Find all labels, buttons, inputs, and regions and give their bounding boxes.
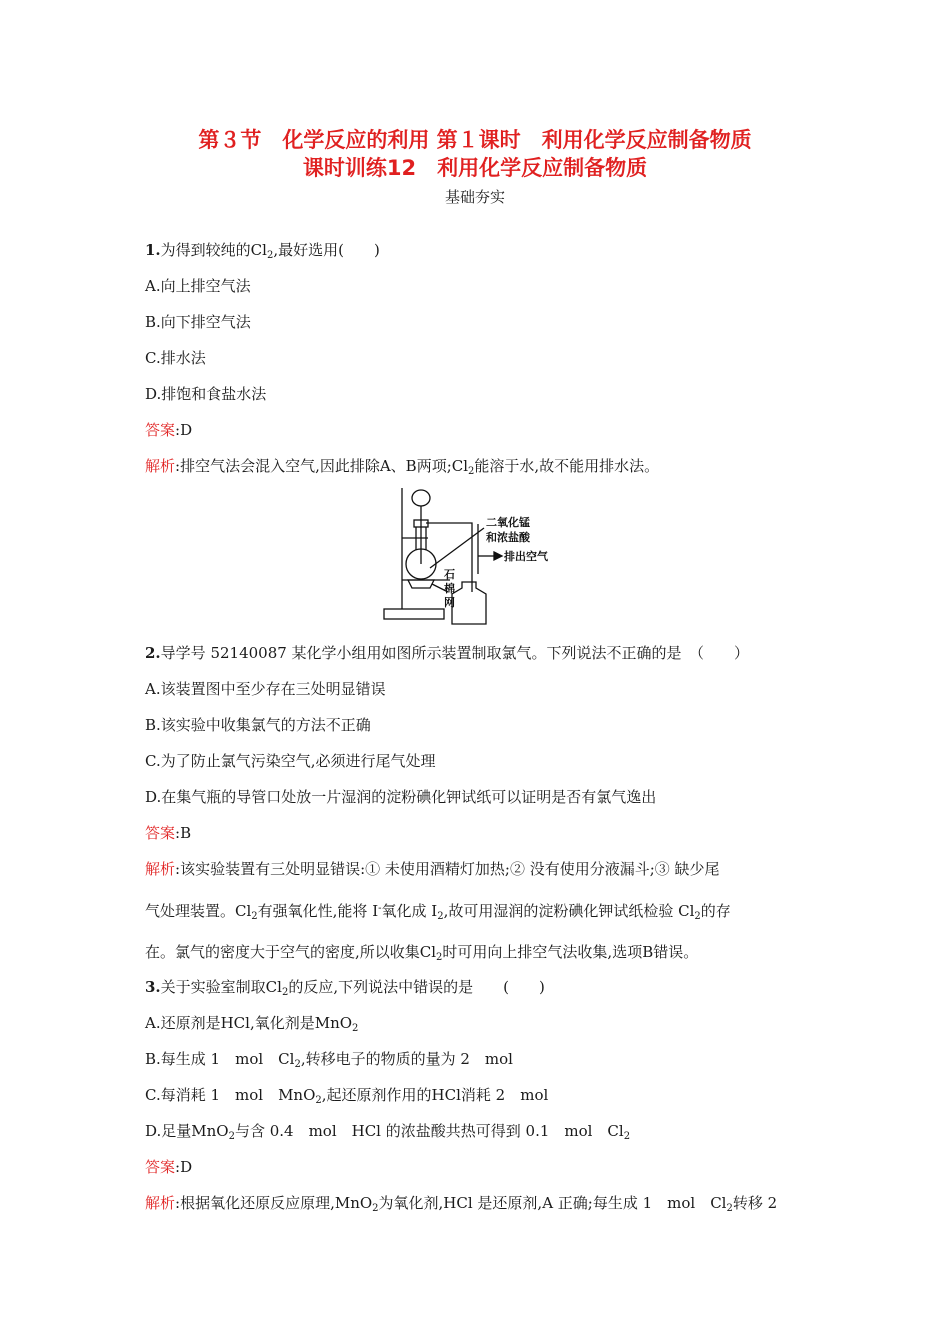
chlorine-apparatus-figure bbox=[380, 484, 548, 626]
q3-answer: 答案:D bbox=[145, 1158, 193, 1176]
q1-number: 1. bbox=[145, 241, 161, 259]
q2-analysis-line-1: 解析:该实验装置有三处明显错误:① 未使用酒精灯加热;② 没有使用分液漏斗;③ 缺少尾 bbox=[145, 860, 720, 878]
q2-option-b: B.该实验中收集氯气的方法不正确 bbox=[145, 716, 371, 734]
q1-option-b: B.向下排空气法 bbox=[145, 313, 251, 331]
q1-analysis: 解析:排空气法会混入空气,因此排除A、B两项$;Cl_2$能溶于水,故不能用排水法。 bbox=[145, 457, 660, 477]
q1-answer: 答案:D bbox=[145, 421, 193, 439]
analysis-label: 解析 bbox=[145, 457, 176, 475]
page-subtitle: 课时训练12 利用化学反应制备物质 bbox=[302, 156, 648, 180]
q3-option-d: D.足量MnO$_2$与含 0.4 mol HCl 的浓盐酸共热可得到 0.1 mol $Cl_2$ bbox=[145, 1122, 631, 1142]
label-asbestos-3: 网 bbox=[444, 596, 455, 609]
q3-stem: 3.关于实验室制取$Cl_2$的反应,下列说法中错误的是 ( ) bbox=[145, 978, 545, 998]
page-title: 第３节 化学反应的利用 第１课时 利用化学反应制备物质 bbox=[198, 128, 752, 152]
answer-label: 答案 bbox=[145, 824, 176, 842]
q3-option-c: C.每消耗 1 mol MnO$_2$,起还原剂作用的HCl消耗 2 mol bbox=[145, 1086, 549, 1106]
label-hcl: 和浓盐酸 bbox=[486, 531, 530, 544]
q2-number: 2. bbox=[145, 644, 161, 662]
funnel bbox=[412, 490, 430, 506]
pointer-line bbox=[430, 528, 484, 568]
q3-option-a: A.还原剂是HCl,氧化剂是MnO$_2$ bbox=[145, 1014, 359, 1034]
label-asbestos-1: 石 bbox=[444, 568, 455, 581]
q2-analysis-line-3: 在。氯气的密度大于空气的密度,所以收集$Cl_2$时可用向上排空气法收集,选项B错误。 bbox=[145, 943, 699, 963]
stand-base bbox=[384, 609, 444, 619]
analysis-label: 解析 bbox=[145, 860, 176, 878]
q2-answer: 答案:B bbox=[145, 824, 192, 842]
q3-number: 3. bbox=[145, 978, 161, 996]
q1-option-a: A.向上排空气法 bbox=[145, 277, 251, 295]
q3-analysis: 解析:根据氧化还原反应原理,MnO$_2$为氧化剂,HCl 是还原剂,A 正确;每生成 1 mol $Cl_2$转移 2 bbox=[145, 1194, 778, 1214]
label-asbestos-2: 棉 bbox=[444, 582, 455, 595]
q1-option-d: D.排饱和食盐水法 bbox=[145, 385, 267, 403]
analysis-label: 解析 bbox=[145, 1194, 176, 1212]
q1-stem: 1.为得到较纯的$Cl_2$,最好选用( ) bbox=[145, 241, 380, 261]
asbestos-gauze bbox=[408, 580, 434, 588]
arrow-icon bbox=[494, 552, 502, 560]
q2-option-a: A.该装置图中至少存在三处明显错误 bbox=[145, 680, 386, 698]
q2-stem: 2.导学号 52140087 某化学小组用如图所示装置制取氯气。下列说法不正确的是 （ ） bbox=[145, 644, 750, 662]
q2-analysis-line-2: 气处理装置。$Cl_2$有强氧化性,能将 I-氧化成 $I_2$,故可用湿润的淀粉碘化钾试纸检验 $Cl_2$的存 bbox=[145, 902, 731, 922]
label-mno2: 二氧化锰 bbox=[486, 516, 530, 529]
q2-option-d: D.在集气瓶的导管口处放一片湿润的淀粉碘化钾试纸可以证明是否有氯气逸出 bbox=[145, 788, 657, 806]
gas-collecting-bottle bbox=[452, 582, 486, 624]
q1-option-c: C.排水法 bbox=[145, 349, 206, 367]
label-exhaust: 排出空气 bbox=[504, 550, 548, 563]
q2-option-c: C.为了防止氯气污染空气,必须进行尾气处理 bbox=[145, 752, 436, 770]
section-heading: 基础夯实 bbox=[444, 188, 505, 206]
answer-label: 答案 bbox=[145, 1158, 176, 1176]
q3-option-b: B.每生成 1 mol $Cl_2$,转移电子的物质的量为 2 mol bbox=[145, 1050, 513, 1070]
answer-label: 答案 bbox=[145, 421, 176, 439]
